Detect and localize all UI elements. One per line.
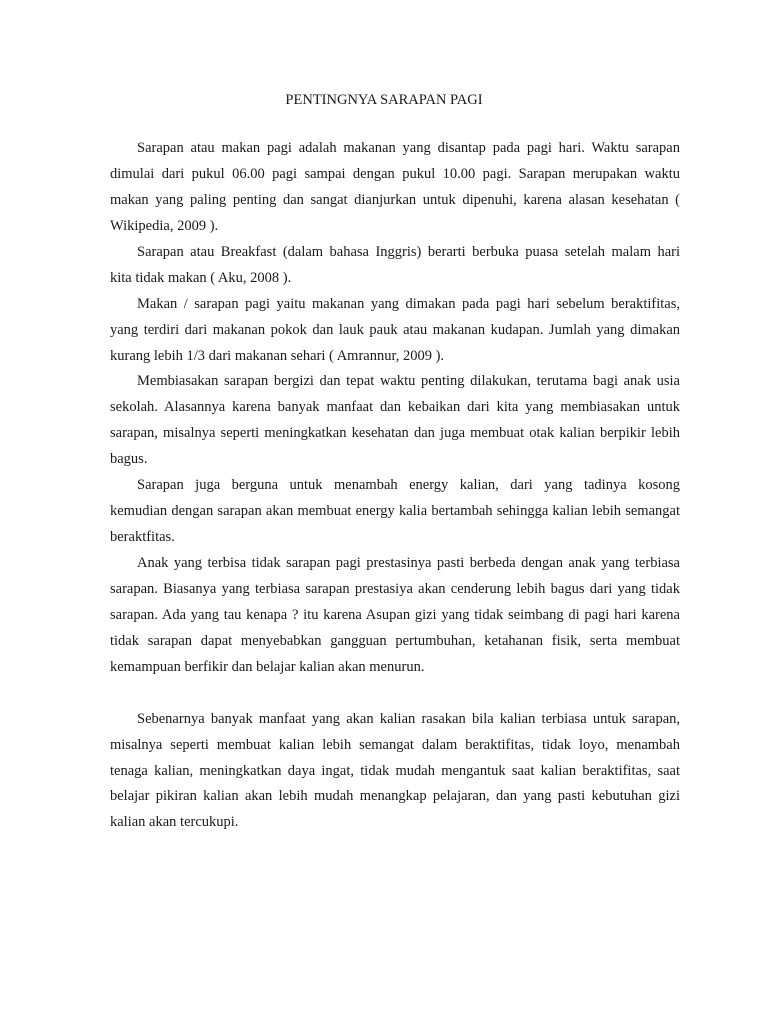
paragraph-line: kalian akan tercukupi. <box>110 814 239 831</box>
paragraph <box>110 473 680 551</box>
paragraph-line: Makan / sarapan pagi yaitu makanan yang dimakan pada pagi hari sebelum beraktifitas, <box>137 295 680 312</box>
paragraph-line: Anak yang terbisa tidak sarapan pagi prestasinya pasti berbeda dengan anak yang terbiasa <box>137 555 680 571</box>
paragraph <box>110 369 680 473</box>
paragraph-line: kurang lebih 1/3 dari makanan sehari ( Amrannur, 2009 ). <box>110 347 445 364</box>
paragraph-line: bagus. <box>110 451 148 468</box>
paragraph-line: belajar pikiran kalian akan lebih mudah menangkap pelajaran, dan yang pasti kebutuhan gizi <box>110 788 680 805</box>
paragraph-line: sarapan, misalnya seperti meningkatkan kesehatan dan juga membuat otak kalian berpikir lebih <box>110 425 680 442</box>
paragraph-line: sarapan. Ada yang tau kenapa ? itu karena Asupan gizi yang tidak seimbang di pagi hari karena <box>110 606 680 623</box>
paragraph-line: dimulai dari pukul 06.00 pagi sampai dengan pukul 10.00 pagi. Sarapan merupakan waktu <box>110 165 680 182</box>
paragraph <box>110 136 680 240</box>
paragraph-line: Sarapan atau Breakfast (dalam bahasa Inggris) berarti berbuka puasa setelah malam hari <box>137 243 680 260</box>
paragraph-line: kemampuan berfikir dan belajar kalian akan menurun. <box>110 658 425 675</box>
paragraph-line: tidak sarapan dapat menyebabkan gangguan pertumbuhan, ketahanan fisik, serta membuat <box>110 632 680 649</box>
paragraph-line: Sebenarnya banyak manfaat yang akan kalian rasakan bila kalian terbiasa untuk sarapan, <box>137 710 680 727</box>
paragraph-line: sekolah. Alasannya karena banyak manfaat dan kebaikan dari kita yang membiasakan untuk <box>110 399 680 416</box>
paragraph <box>110 707 680 837</box>
paragraph-line: beraktfitas. <box>110 529 175 546</box>
paragraph-line: sarapan. Biasanya yang terbiasa sarapan prestasiya akan cenderung lebih bagus dari yang tidak <box>110 580 680 597</box>
paragraph-line: kemudian dengan sarapan akan membuat energy kalia bertambah sehingga kalian lebih semangat <box>110 503 680 520</box>
paragraph <box>110 292 680 370</box>
paragraph <box>110 551 680 681</box>
paragraph-line: kita tidak makan ( Aku, 2008 ). <box>110 269 292 286</box>
paragraph-line: yang terdiri dari makanan pokok dan lauk pauk atau makanan kudapan. Jumlah yang dimakan <box>110 321 680 338</box>
paragraph <box>110 240 680 292</box>
paragraph-line: Wikipedia, 2009 ). <box>110 217 219 234</box>
blank-line <box>110 681 680 707</box>
document-title: PENTINGNYA SARAPAN PAGI <box>285 92 483 108</box>
paragraph-line: Membiasakan sarapan bergizi dan tepat waktu penting dilakukan, terutama bagi anak usia <box>137 373 680 390</box>
paragraph-line: Sarapan juga berguna untuk menambah energy kalian, dari yang tadinya kosong <box>137 477 680 494</box>
paragraph-line: tenaga kalian, meningkatkan daya ingat, tidak mudah mengantuk saat kalian beraktifitas, saat <box>110 762 680 779</box>
document-body <box>110 136 680 836</box>
paragraph-line: misalnya seperti membuat kalian lebih semangat dalam beraktifitas, tidak loyo, menambah <box>110 736 680 753</box>
paragraph-line: makan yang paling penting dan sangat dianjurkan untuk dipenuhi, karena alasan kesehatan ( <box>110 191 680 208</box>
paragraph-line: Sarapan atau makan pagi adalah makanan yang disantap pada pagi hari. Waktu sarapan <box>137 140 680 156</box>
